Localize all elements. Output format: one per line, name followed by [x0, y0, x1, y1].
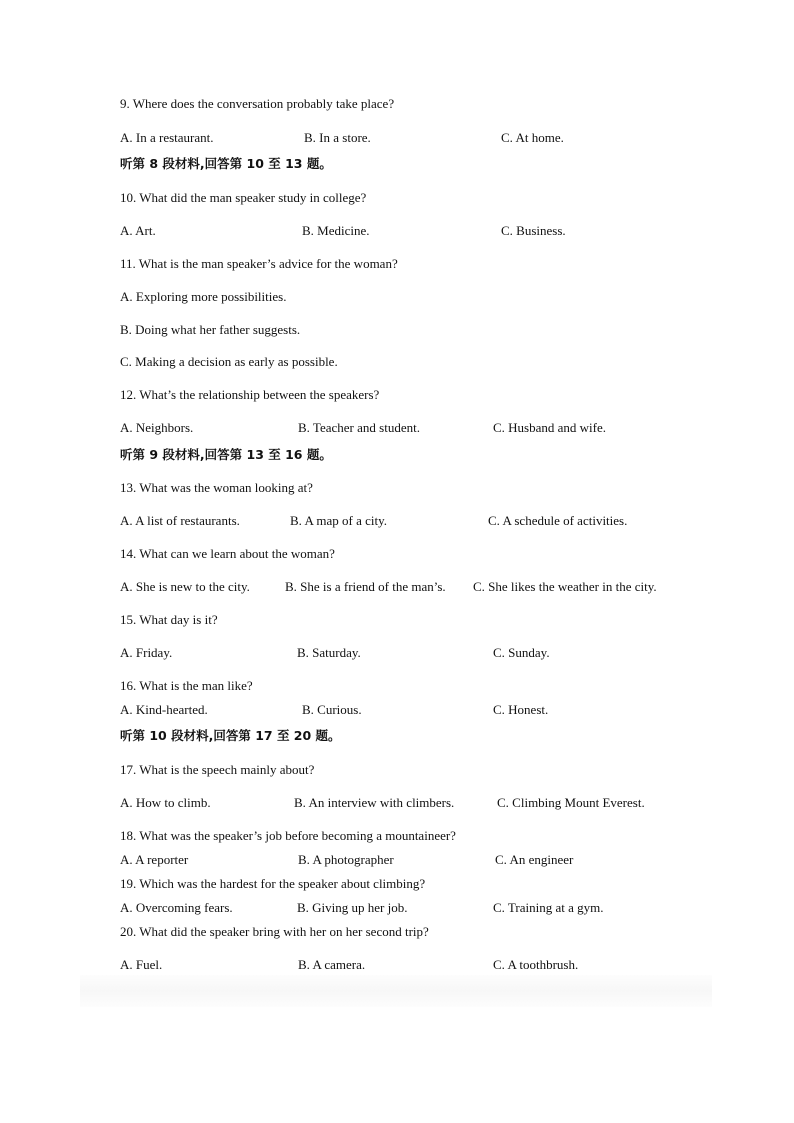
- q10-option-a: A. Art.: [120, 223, 156, 238]
- q10-option-c: C. Business.: [501, 223, 566, 238]
- question-14: 14. What can we learn about the woman?: [120, 546, 335, 561]
- question-18: 18. What was the speaker’s job before becoming a mountaineer?: [120, 828, 456, 843]
- q15-option-a: A. Friday.: [120, 645, 173, 660]
- question-13: 13. What was the woman looking at?: [120, 480, 313, 495]
- q14-option-b: B. She is a friend of the man’s.: [285, 579, 446, 594]
- q12-option-c: C. Husband and wife.: [493, 420, 607, 435]
- q18-option-a: A. A reporter: [120, 852, 189, 867]
- question-19: 19. Which was the hardest for the speaker about climbing?: [120, 876, 426, 891]
- q19-option-a: A. Overcoming fears.: [120, 900, 233, 915]
- q12-option-a: A. Neighbors.: [120, 420, 194, 435]
- question-16: 16. What is the man like?: [120, 678, 253, 693]
- q10-option-b: B. Medicine.: [302, 223, 370, 238]
- q20-option-b: B. A camera.: [298, 957, 366, 972]
- q11-option-c: C. Making a decision as early as possible.: [120, 354, 338, 369]
- section-heading-8: 听第 8 段材料,回答第 10 至 13 题。: [120, 156, 332, 171]
- q9-option-c: C. At home.: [501, 130, 564, 145]
- q19-option-b: B. Giving up her job.: [297, 900, 408, 915]
- q20-option-a: A. Fuel.: [120, 957, 163, 972]
- page-footer-band: [80, 975, 712, 1007]
- q13-option-b: B. A map of a city.: [290, 513, 388, 528]
- q16-option-c: C. Honest.: [493, 702, 549, 717]
- question-15: 15. What day is it?: [120, 612, 218, 627]
- q20-option-c: C. A toothbrush.: [493, 957, 579, 972]
- q11-option-b: B. Doing what her father suggests.: [120, 322, 301, 337]
- q9-option-b: B. In a store.: [304, 130, 371, 145]
- q17-option-b: B. An interview with climbers.: [294, 795, 455, 810]
- q11-option-a: A. Exploring more possibilities.: [120, 289, 287, 304]
- q16-option-a: A. Kind-hearted.: [120, 702, 208, 717]
- question-12: 12. What’s the relationship between the speakers?: [120, 387, 380, 402]
- q9-option-a: A. In a restaurant.: [120, 130, 214, 145]
- q14-option-c: C. She likes the weather in the city.: [473, 579, 657, 594]
- q13-option-c: C. A schedule of activities.: [488, 513, 628, 528]
- question-11: 11. What is the man speaker’s advice for the woman?: [120, 256, 398, 271]
- q15-option-c: C. Sunday.: [493, 645, 550, 660]
- q18-option-b: B. A photographer: [298, 852, 394, 867]
- q14-option-a: A. She is new to the city.: [120, 579, 250, 594]
- q17-option-c: C. Climbing Mount Everest.: [497, 795, 645, 810]
- q13-option-a: A. A list of restaurants.: [120, 513, 240, 528]
- question-9: 9. Where does the conversation probably take place?: [120, 96, 395, 111]
- q17-option-a: A. How to climb.: [120, 795, 211, 810]
- q15-option-b: B. Saturday.: [297, 645, 361, 660]
- q12-option-b: B. Teacher and student.: [298, 420, 420, 435]
- section-heading-10: 听第 10 段材料,回答第 17 至 20 题。: [120, 728, 341, 743]
- q16-option-b: B. Curious.: [302, 702, 362, 717]
- q19-option-c: C. Training at a gym.: [493, 900, 604, 915]
- q18-option-c: C. An engineer: [495, 852, 574, 867]
- question-20: 20. What did the speaker bring with her on her second trip?: [120, 924, 429, 939]
- question-17: 17. What is the speech mainly about?: [120, 762, 315, 777]
- section-heading-9: 听第 9 段材料,回答第 13 至 16 题。: [120, 447, 332, 462]
- question-10: 10. What did the man speaker study in college?: [120, 190, 367, 205]
